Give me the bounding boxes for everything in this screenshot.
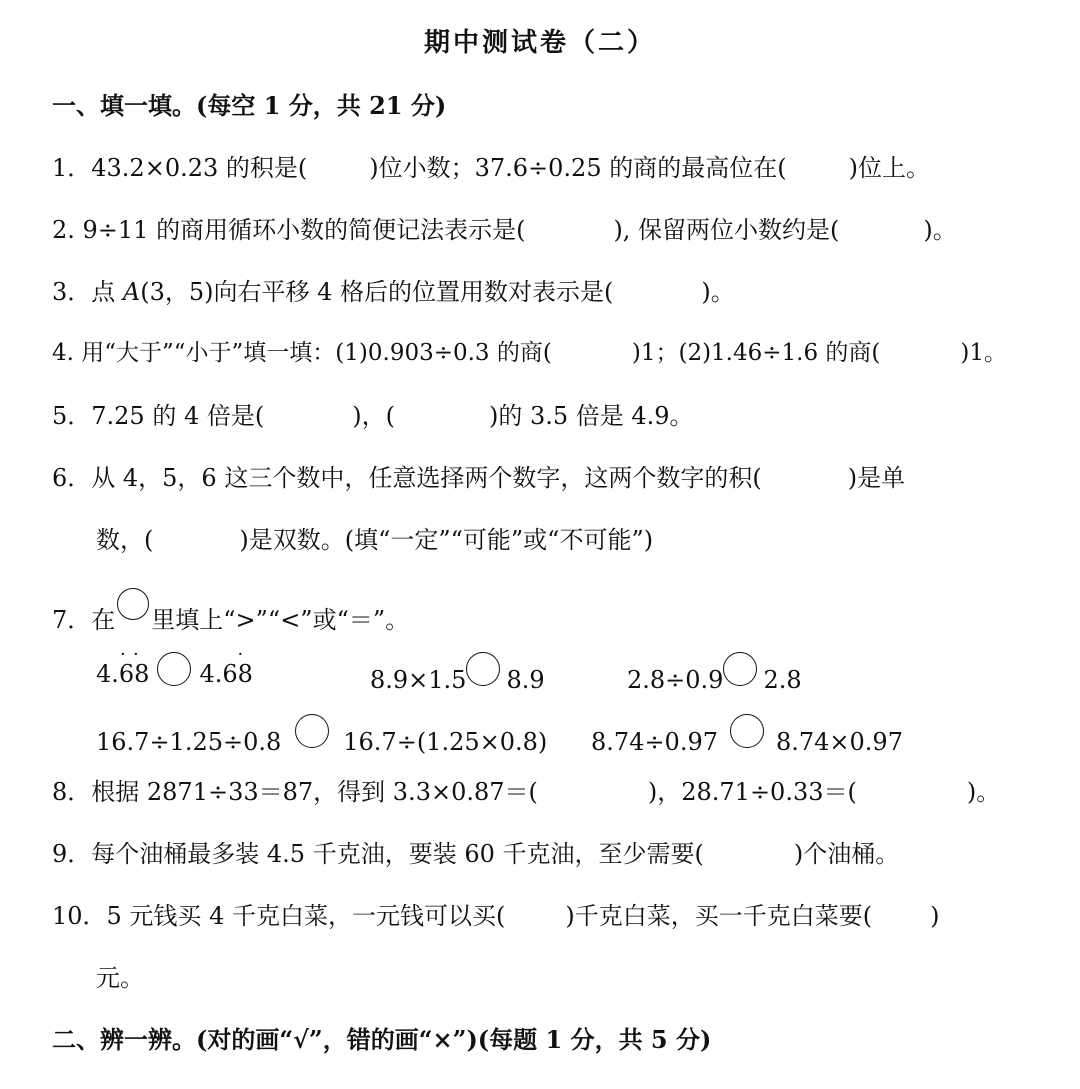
question-8-text-b: )，28.71÷0.33＝( [647, 778, 857, 806]
question-1-text-c: )位上。 [848, 154, 930, 182]
question-5-text-c: )的 3.5 倍是 4.9。 [488, 402, 694, 430]
question-6-text-b: )是单 [847, 464, 906, 492]
question-9-text-a: 9．每个油桶最多装 4.5 千克油，要装 60 千克油，至少需要( [52, 840, 704, 868]
question-6-text-d: )是双数。(填“一定”“可能”或“不可能”) [239, 526, 654, 554]
question-3 [52, 272, 735, 307]
question-5-text-b: )，( [352, 402, 395, 430]
question-10-text-b: )千克白菜，买一千克白菜要( [565, 902, 873, 930]
compare-3-circle[interactable] [723, 652, 757, 686]
question-4-text-a: 4. 用“大于”“小于”填一填：(1)0.903÷0.3 的商( [52, 340, 552, 366]
page-title: 期中测试卷（二） [423, 28, 656, 58]
repeating-decimal-left: · · 4.68 [96, 644, 150, 688]
question-8-text-a: 8．根据 2871÷33＝87，得到 3.3×0.87＝( [52, 778, 538, 806]
question-3-text-a: 3．点 [52, 278, 123, 306]
question-5-text-a: 5．7.25 的 4 倍是( [52, 402, 265, 430]
compare-2-circle[interactable] [466, 652, 500, 686]
section-2-heading: 二、辨一辨。(对的画“√”，错的画“×”)(每题 1 分，共 5 分) [52, 1025, 712, 1054]
question-1 [52, 148, 930, 183]
question-10-text-a: 10．5 元钱买 4 千克白菜，一元钱可以买( [52, 902, 506, 930]
compare-4-circle[interactable] [295, 714, 329, 748]
question-6-continued [96, 520, 653, 555]
question-9-text-b: )个油桶。 [793, 840, 900, 868]
question-4 [52, 334, 1007, 367]
question-4-text-b: )1；(2)1.46÷1.6 的商( [631, 340, 881, 366]
question-7-text-b: 里填上“>”“<”或“＝”。 [151, 606, 410, 634]
question-8-text-c: )。 [966, 778, 1001, 806]
question-8 [52, 772, 1000, 807]
question-7 [52, 588, 409, 635]
compare-2: 8.9×1.5 8.9 [370, 652, 545, 694]
compare-3: 2.8÷0.9 2.8 [627, 652, 802, 694]
question-1-text-b: )位小数；37.6÷0.25 的商的最高位在( [369, 154, 787, 182]
question-1-text-a: 1．43.2×0.23 的积是( [52, 154, 308, 182]
question-6 [52, 458, 905, 493]
question-5 [52, 396, 694, 431]
compare-1 [96, 644, 253, 688]
question-6-text-a: 6．从 4，5，6 这三个数中，任意选择两个数字，这两个数字的积( [52, 464, 762, 492]
circle-icon [117, 588, 149, 620]
question-4-text-c: )1。 [960, 340, 1007, 366]
repeating-decimal-right: · 4.68 [199, 644, 253, 688]
question-2-text-b: ), 保留两位小数约是( [613, 216, 840, 244]
compare-5: 8.74÷0.97 8.74×0.97 [591, 714, 903, 756]
point-label: A [122, 278, 141, 306]
section-1-heading: 一、填一填。(每空 1 分，共 21 分) [52, 91, 447, 120]
question-9 [52, 834, 899, 869]
question-10-continued: 元。 [96, 964, 144, 992]
compare-4: 16.7÷1.25÷0.8 16.7÷(1.25×0.8) [96, 714, 547, 756]
question-2-text-a: 2. 9÷11 的商用循环小数的简便记法表示是( [52, 216, 526, 244]
compare-5-circle[interactable] [730, 714, 764, 748]
question-3-text-c: )。 [701, 278, 735, 306]
question-6-text-c: 数，( [96, 526, 154, 554]
question-10 [52, 896, 939, 931]
compare-1-circle[interactable] [157, 652, 191, 686]
question-2-text-c: )。 [923, 216, 957, 244]
question-7-text-a: 7．在 [52, 606, 116, 634]
question-3-text-b: (3，5)向右平移 4 格后的位置用数对表示是( [140, 278, 614, 306]
question-10-text-c: ) [930, 902, 940, 930]
question-2 [52, 210, 957, 245]
